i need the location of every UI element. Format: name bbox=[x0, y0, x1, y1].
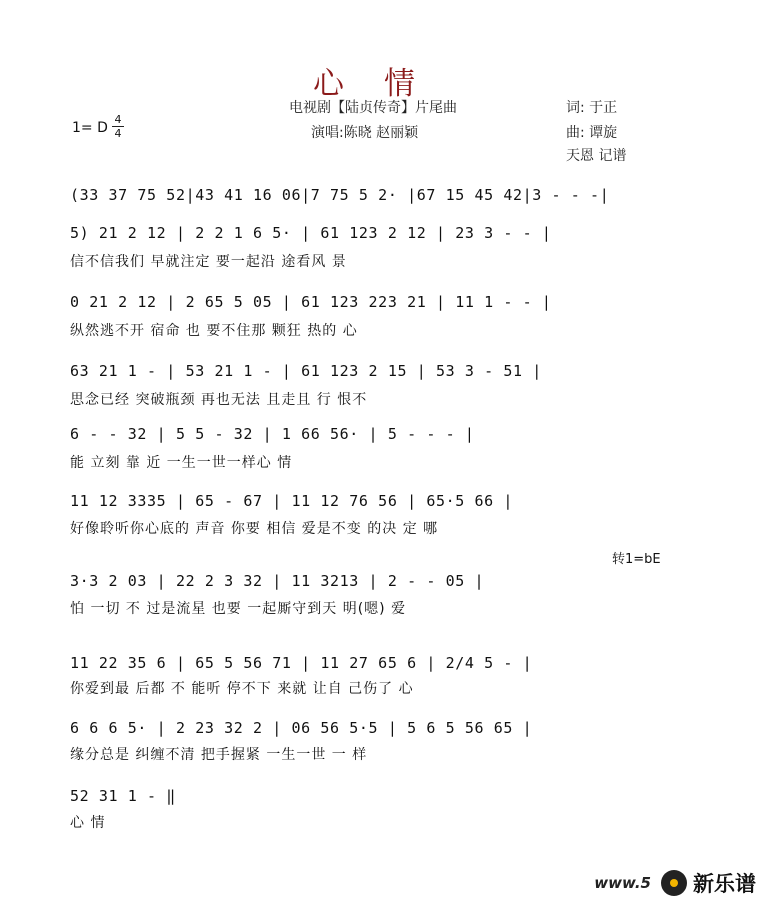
singers: 演唱:陈晓 赵丽颖 bbox=[311, 125, 419, 141]
watermark-site: www.5 bbox=[594, 874, 651, 892]
notation-line: 11 12 3335 | 65 - 67 | 11 12 76 56 | 65·5 66 | bbox=[70, 492, 514, 510]
notation-line: 5) 21 2 12 | 2 2 1 6 5· | 61 123 2 12 | 23 3 - - | bbox=[70, 224, 552, 242]
notation-line: 3·3 2 03 | 22 2 3 32 | 11 3213 | 2 - - 05 | bbox=[70, 572, 485, 590]
notation-line: 0 21 2 12 | 2 65 5 05 | 61 123 223 21 | 11 1 - - | bbox=[70, 293, 552, 311]
notation-line: (33 37 75 52|43 41 16 06|7 75 5 2· |67 15 45 42|3 - - -| bbox=[70, 186, 610, 204]
notation-line: 6 - - 32 | 5 5 - 32 | 1 66 56· | 5 - - - | bbox=[70, 425, 475, 443]
key-signature: 1= D bbox=[72, 120, 108, 136]
lyric-line: 好像聆听你心底的 声音 你要 相信 爱是不变 的决 定 哪 bbox=[70, 521, 439, 537]
lyric-line: 思念已经 突破瓶颈 再也无法 且走且 行 恨不 bbox=[70, 392, 368, 408]
lyricist: 词: 于正 bbox=[566, 100, 618, 116]
time-signature-top: 4 bbox=[114, 113, 122, 126]
notation-line: 63 21 1 - | 53 21 1 - | 61 123 2 15 | 53 3 - 51 | bbox=[70, 362, 542, 380]
watermark bbox=[594, 868, 756, 898]
key-change: 转1=bE bbox=[612, 552, 661, 567]
lyric-line: 纵然逃不开 宿命 也 要不住那 颗狂 热的 心 bbox=[70, 323, 358, 339]
lyric-line: 心 情 bbox=[70, 815, 106, 831]
lyric-line: 怕 一切 不 过是流星 也要 一起厮守到天 明(嗯) 爱 bbox=[70, 601, 407, 617]
time-signature-bottom: 4 bbox=[114, 127, 122, 140]
lyric-line: 你爱到最 后都 不 能听 停不下 来就 让自 己伤了 心 bbox=[70, 681, 414, 697]
watermark-brand: 新乐谱 bbox=[693, 872, 756, 896]
song-title: 心情 bbox=[313, 66, 455, 102]
lyric-line: 能 立刻 靠 近 一生一世一样心 情 bbox=[70, 455, 293, 471]
time-signature bbox=[112, 114, 124, 139]
lyric-line: 缘分总是 纠缠不清 把手握紧 一生一世 一 样 bbox=[70, 747, 368, 763]
notation-line: 6 6 6 5· | 2 23 32 2 | 06 56 5·5 | 5 6 5 56 65 | bbox=[70, 719, 533, 737]
lyric-line: 信不信我们 早就注定 要一起沿 途看风 景 bbox=[70, 254, 347, 270]
transcriber: 天恩 记谱 bbox=[566, 148, 627, 164]
subtitle: 电视剧【陆贞传奇】片尾曲 bbox=[289, 100, 457, 116]
vinyl-disc-icon bbox=[661, 870, 687, 896]
notation-line: 11 22 35 6 | 65 5 56 71 | 11 27 65 6 | 2/4 5 - | bbox=[70, 654, 533, 672]
notation-line: 52 31 1 - ‖ bbox=[70, 787, 176, 805]
composer: 曲: 谭旋 bbox=[566, 125, 618, 141]
